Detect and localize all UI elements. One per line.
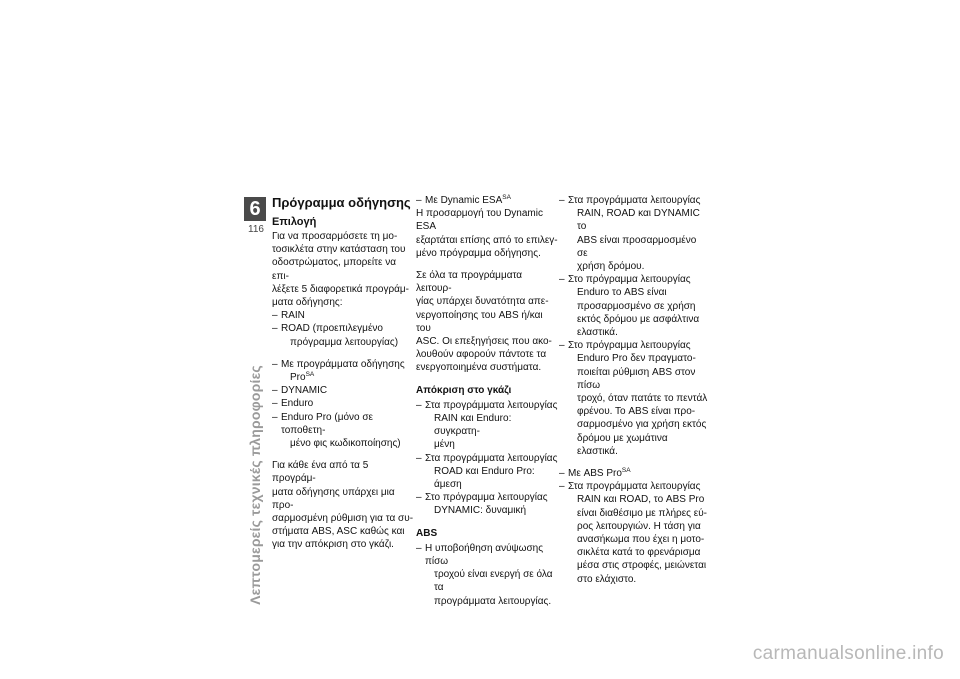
- text-line: φρένου. Το ABS είναι προ-: [577, 406, 696, 418]
- text-line: ελαστικά.: [577, 327, 618, 339]
- text-line: ABS είναι προσαρμοσμένο σε: [577, 234, 697, 259]
- subsection-heading: Επιλογή: [272, 216, 317, 228]
- text-line: μένο φις κωδικοποίησης): [290, 438, 401, 450]
- dash: –: [272, 385, 278, 397]
- text-line: νεργοποίησης του ABS ή/και του: [416, 309, 543, 334]
- dash: –: [416, 399, 422, 411]
- column-3: [559, 194, 709, 586]
- text-line: χρήση δρόμου.: [577, 261, 645, 273]
- text-line: σαρμοσμένη ρύθμιση για τα συ-: [272, 513, 414, 525]
- text-line: είναι διαθέσιμο με πλήρες εύ-: [577, 507, 708, 519]
- list-item-esa: [416, 194, 558, 207]
- list-item: [272, 309, 414, 322]
- text-line: Στα προγράμματα λειτουργίας: [425, 399, 558, 411]
- text-line: τροχού είναι ενεργή σε όλα τα: [434, 569, 553, 594]
- text-line: RAIN και Enduro: συγκρατη-: [434, 413, 512, 438]
- intro-paragraph: [272, 230, 414, 309]
- list-item: [272, 397, 414, 410]
- text-line: προσαρμοσμένο σε χρήση: [577, 300, 696, 312]
- text-line: εκτός δρόμου με ασφάλτινα: [577, 313, 700, 325]
- list-item-pro: [272, 358, 414, 384]
- text-line: ενεργοποιημένα συστήματα.: [416, 362, 542, 374]
- list-item: [416, 491, 558, 517]
- text-line: ROAD (προεπιλεγμένο: [281, 323, 383, 335]
- text-line: στο ελάχιστο.: [577, 573, 637, 585]
- text-line: σικλέτα κατά το φρενάρισμα: [577, 547, 701, 559]
- list-item: [559, 339, 709, 458]
- dash: –: [416, 542, 422, 554]
- section-heading: Πρόγραμμα οδήγησης: [272, 195, 411, 210]
- text-line: Η προσαρμογή του Dynamic ESA: [416, 208, 543, 233]
- dash: –: [559, 468, 565, 480]
- text-line: γίας υπάρχει δυνατότητα απε-: [416, 296, 549, 308]
- page-number: 116: [248, 224, 264, 235]
- list-item-abs-pro: [559, 467, 709, 480]
- text-line: [568, 467, 709, 480]
- dash: –: [416, 195, 422, 206]
- text-line: λέξετε 5 διαφορετικά προγράμ-: [272, 283, 410, 295]
- abs-pro-label: Με ABS Pro: [568, 468, 622, 480]
- text-line: Enduro το ABS είναι: [577, 287, 667, 299]
- text-line: DYNAMIC: δυναμική: [434, 505, 527, 517]
- esa-label: Με Dynamic ESA: [425, 195, 503, 206]
- text-line: RAIN, ROAD και DYNAMIC το: [577, 208, 700, 233]
- dash: –: [272, 310, 278, 322]
- abs-heading: ABS: [416, 527, 438, 539]
- column-1: [272, 194, 414, 552]
- text-line: εξαρτάται επίσης από το επιλεγ-: [416, 234, 558, 246]
- text-line: Enduro Pro (μόνο σε τοποθετη-: [281, 411, 373, 436]
- dash: –: [559, 340, 565, 352]
- text-line: Η υποβοήθηση ανύψωσης πίσω: [425, 542, 544, 568]
- text-line: DYNAMIC: [281, 385, 328, 397]
- text-line: RAIN: [281, 310, 305, 322]
- chapter-number: 6: [244, 197, 266, 221]
- chapter-side-title: Λεπτομερείς τεχνικές πληροφορίες: [247, 365, 263, 605]
- esa-paragraph: [416, 207, 558, 260]
- throttle-heading: Απόκριση στο γκάζι: [416, 384, 512, 396]
- text-line: Με προγράμματα οδήγησης: [281, 358, 405, 370]
- dash: –: [272, 398, 278, 410]
- text-line: δρόμου με χωμάτινα ελαστικά.: [577, 432, 668, 457]
- text-line: λουθούν αφορούν πάντοτε τα: [416, 349, 547, 361]
- text-line: μέσα στις στροφές, μειώνεται: [577, 560, 707, 572]
- list-item: [272, 322, 414, 348]
- dash: –: [559, 274, 565, 286]
- text-line: ROAD και Enduro Pro: άμεση: [434, 465, 535, 491]
- text-line: Στο πρόγραμμα λειτουργίας: [425, 492, 548, 504]
- text-line: Για να προσαρμόσετε τη μο-: [272, 231, 398, 242]
- list-item: [559, 480, 709, 586]
- text-line: ματα οδήγησης:: [272, 297, 343, 309]
- watermark: carmanualsonline.info: [752, 643, 944, 664]
- sa-superscript: SA: [621, 467, 631, 475]
- dash: –: [559, 481, 565, 493]
- text-line: [281, 371, 414, 384]
- text-line: ανασήκωμα που έχει η μοτο-: [577, 534, 705, 546]
- text-line: Στα προγράμματα λειτουργίας: [568, 195, 701, 206]
- dash: –: [272, 358, 278, 370]
- text-line: ματα οδήγησης υπάρχει μια προ-: [272, 486, 395, 511]
- dash: –: [559, 195, 565, 206]
- text-line: πρόγραμμα λειτουργίας): [290, 336, 399, 348]
- list-item: [416, 452, 558, 492]
- text-line: σαρμοσμένο για χρήση εκτός: [577, 419, 707, 431]
- pro-label: Pro: [290, 372, 306, 384]
- text-line: Στο πρόγραμμα λειτουργίας: [568, 274, 691, 286]
- text-line: μένη: [434, 439, 455, 451]
- text-line: Enduro Pro δεν πραγματο-: [577, 353, 696, 365]
- text-line: [425, 194, 558, 207]
- column-2: [416, 194, 558, 608]
- list-item: [272, 384, 414, 397]
- sa-superscript: SA: [502, 194, 511, 201]
- list-item: [272, 411, 414, 451]
- text-line: Στο πρόγραμμα λειτουργίας: [568, 340, 691, 352]
- text-line: RAIN και ROAD, το ABS Pro: [577, 494, 705, 506]
- outro-paragraph: [272, 459, 414, 551]
- dash: –: [416, 452, 422, 464]
- systems-paragraph: [416, 269, 558, 375]
- text-line: Enduro: [281, 398, 314, 410]
- text-line: τοσικλέτα στην κατάσταση του: [272, 244, 406, 256]
- sa-superscript: SA: [305, 371, 315, 379]
- list-item: [416, 399, 558, 452]
- dash: –: [272, 411, 278, 423]
- text-line: προγράμματα λειτουργίας.: [434, 595, 552, 607]
- text-line: Για κάθε ένα από τα 5 προγράμ-: [272, 460, 369, 485]
- list-item: [559, 273, 709, 339]
- list-item: [559, 194, 709, 273]
- text-line: Στα προγράμματα λειτουργίας: [568, 481, 701, 493]
- text-line: Σε όλα τα προγράμματα λειτουρ-: [416, 270, 523, 295]
- text-line: για την απόκριση στο γκάζι.: [272, 539, 394, 551]
- dash: –: [272, 323, 278, 335]
- text-line: οδοστρώματος, μπορείτε να επι-: [272, 257, 397, 282]
- text-line: Στα προγράμματα λειτουργίας: [425, 452, 558, 464]
- text-line: μένο πρόγραμμα οδήγησης.: [416, 247, 541, 259]
- text-line: ASC. Οι επεξηγήσεις που ακο-: [416, 336, 552, 348]
- text-line: τροχό, όταν πατάτε το πεντάλ: [577, 393, 708, 405]
- list-item: [416, 542, 558, 608]
- dash: –: [416, 492, 422, 504]
- text-line: στήματα ABS, ASC καθώς και: [272, 526, 405, 538]
- text-line: ποιείται ρύθμιση ABS στον πίσω: [577, 366, 696, 391]
- text-line: ρος λειτουργιών. Η τάση για: [577, 520, 701, 532]
